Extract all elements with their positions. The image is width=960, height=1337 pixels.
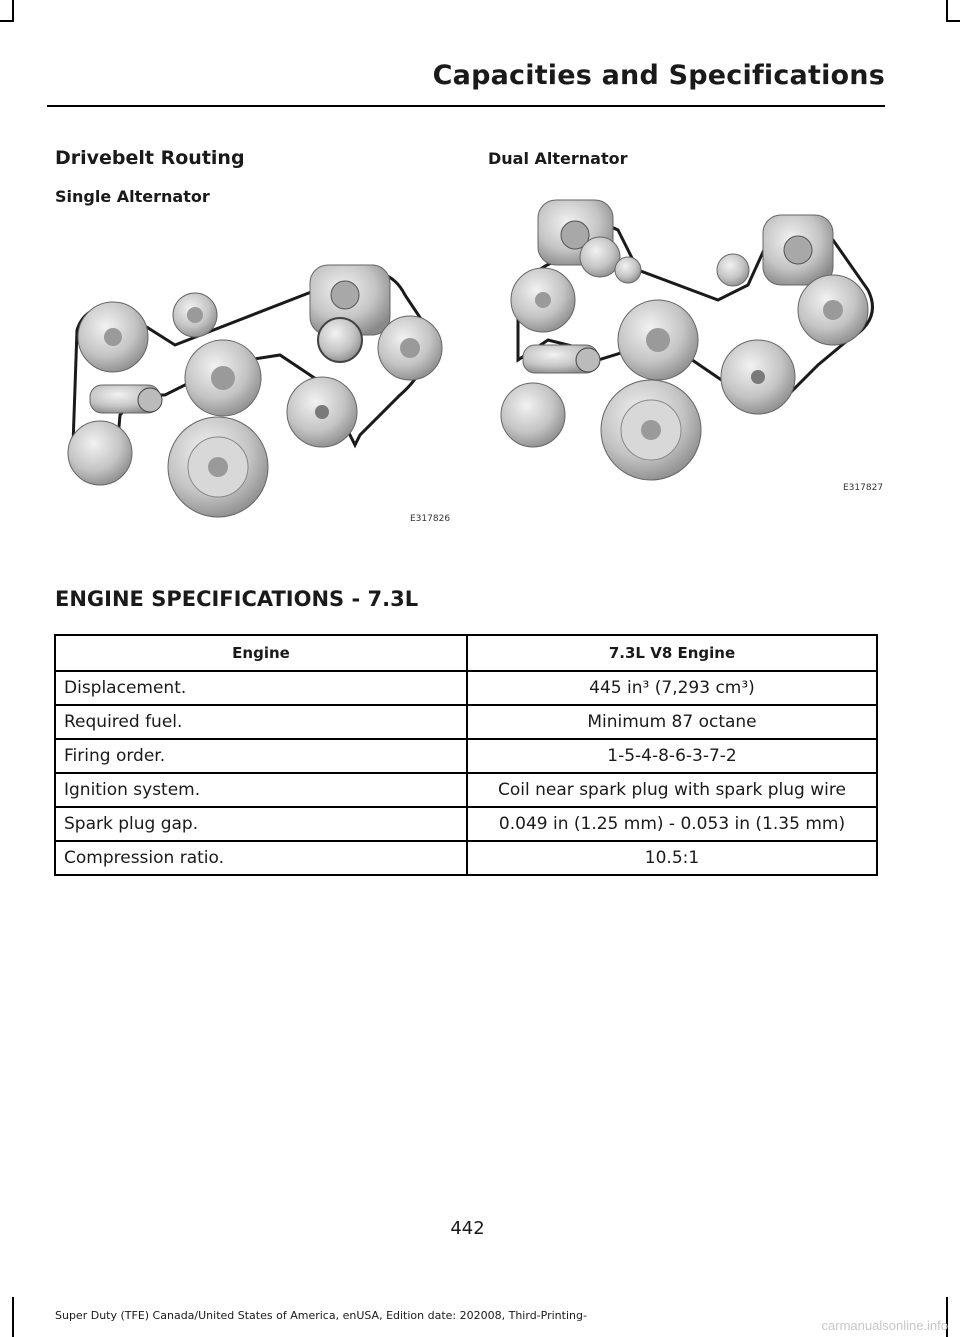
table-row	[55, 739, 877, 773]
figure-code: E317827	[843, 483, 884, 493]
table-header-row	[55, 635, 877, 671]
idler-pulley	[717, 254, 749, 286]
spec-value: 1-5-4-8-6-3-7-2	[467, 739, 877, 773]
column-header: Engine	[55, 635, 467, 671]
fan-pulley	[501, 383, 565, 447]
crop-mark	[946, 0, 948, 22]
spec-name: Firing order.	[55, 739, 467, 773]
page-title: Capacities and Specifications	[432, 60, 885, 91]
single-alternator-label: Single Alternator	[55, 187, 210, 206]
watermark: carmanualsonline.info	[821, 1318, 948, 1333]
drivebelt-routing-heading: Drivebelt Routing	[55, 147, 245, 169]
fan-pulley	[68, 421, 132, 485]
idler-pulley	[615, 257, 641, 283]
page-number: 442	[450, 1218, 485, 1239]
footer-text: Super Duty (TFE) Canada/United States of America, enUSA, Edition date: 202008, Third-Printing-	[55, 1309, 587, 1322]
spec-value: 445 in³ (7,293 cm³)	[467, 671, 877, 705]
table-row	[55, 705, 877, 739]
crop-mark	[946, 20, 960, 22]
column-header: 7.3L V8 Engine	[467, 635, 877, 671]
crop-mark	[0, 20, 14, 22]
spec-name: Ignition system.	[55, 773, 467, 807]
crop-mark	[12, 0, 14, 22]
crop-mark	[12, 1297, 14, 1337]
spec-value: Minimum 87 octane	[467, 705, 877, 739]
spec-name: Compression ratio.	[55, 841, 467, 875]
table-row	[55, 773, 877, 807]
figure-code: E317826	[410, 514, 451, 524]
dual-alternator-label: Dual Alternator	[488, 149, 628, 168]
dual-alternator-belt-diagram	[488, 190, 898, 500]
engine-specs-table	[54, 634, 878, 876]
spec-name: Required fuel.	[55, 705, 467, 739]
table-row	[55, 807, 877, 841]
table-row	[55, 841, 877, 875]
spec-value: 0.049 in (1.25 mm) - 0.053 in (1.35 mm)	[467, 807, 877, 841]
tensioner-pulley	[318, 318, 362, 362]
table-row	[55, 671, 877, 705]
spec-value: 10.5:1	[467, 841, 877, 875]
engine-specs-heading: ENGINE SPECIFICATIONS - 7.3L	[55, 587, 419, 611]
spec-value: Coil near spark plug with spark plug wire	[467, 773, 877, 807]
spec-name: Spark plug gap.	[55, 807, 467, 841]
title-divider	[47, 105, 885, 107]
single-alternator-belt-diagram	[55, 235, 465, 535]
idler-pulley	[580, 237, 620, 277]
spec-name: Displacement.	[55, 671, 467, 705]
